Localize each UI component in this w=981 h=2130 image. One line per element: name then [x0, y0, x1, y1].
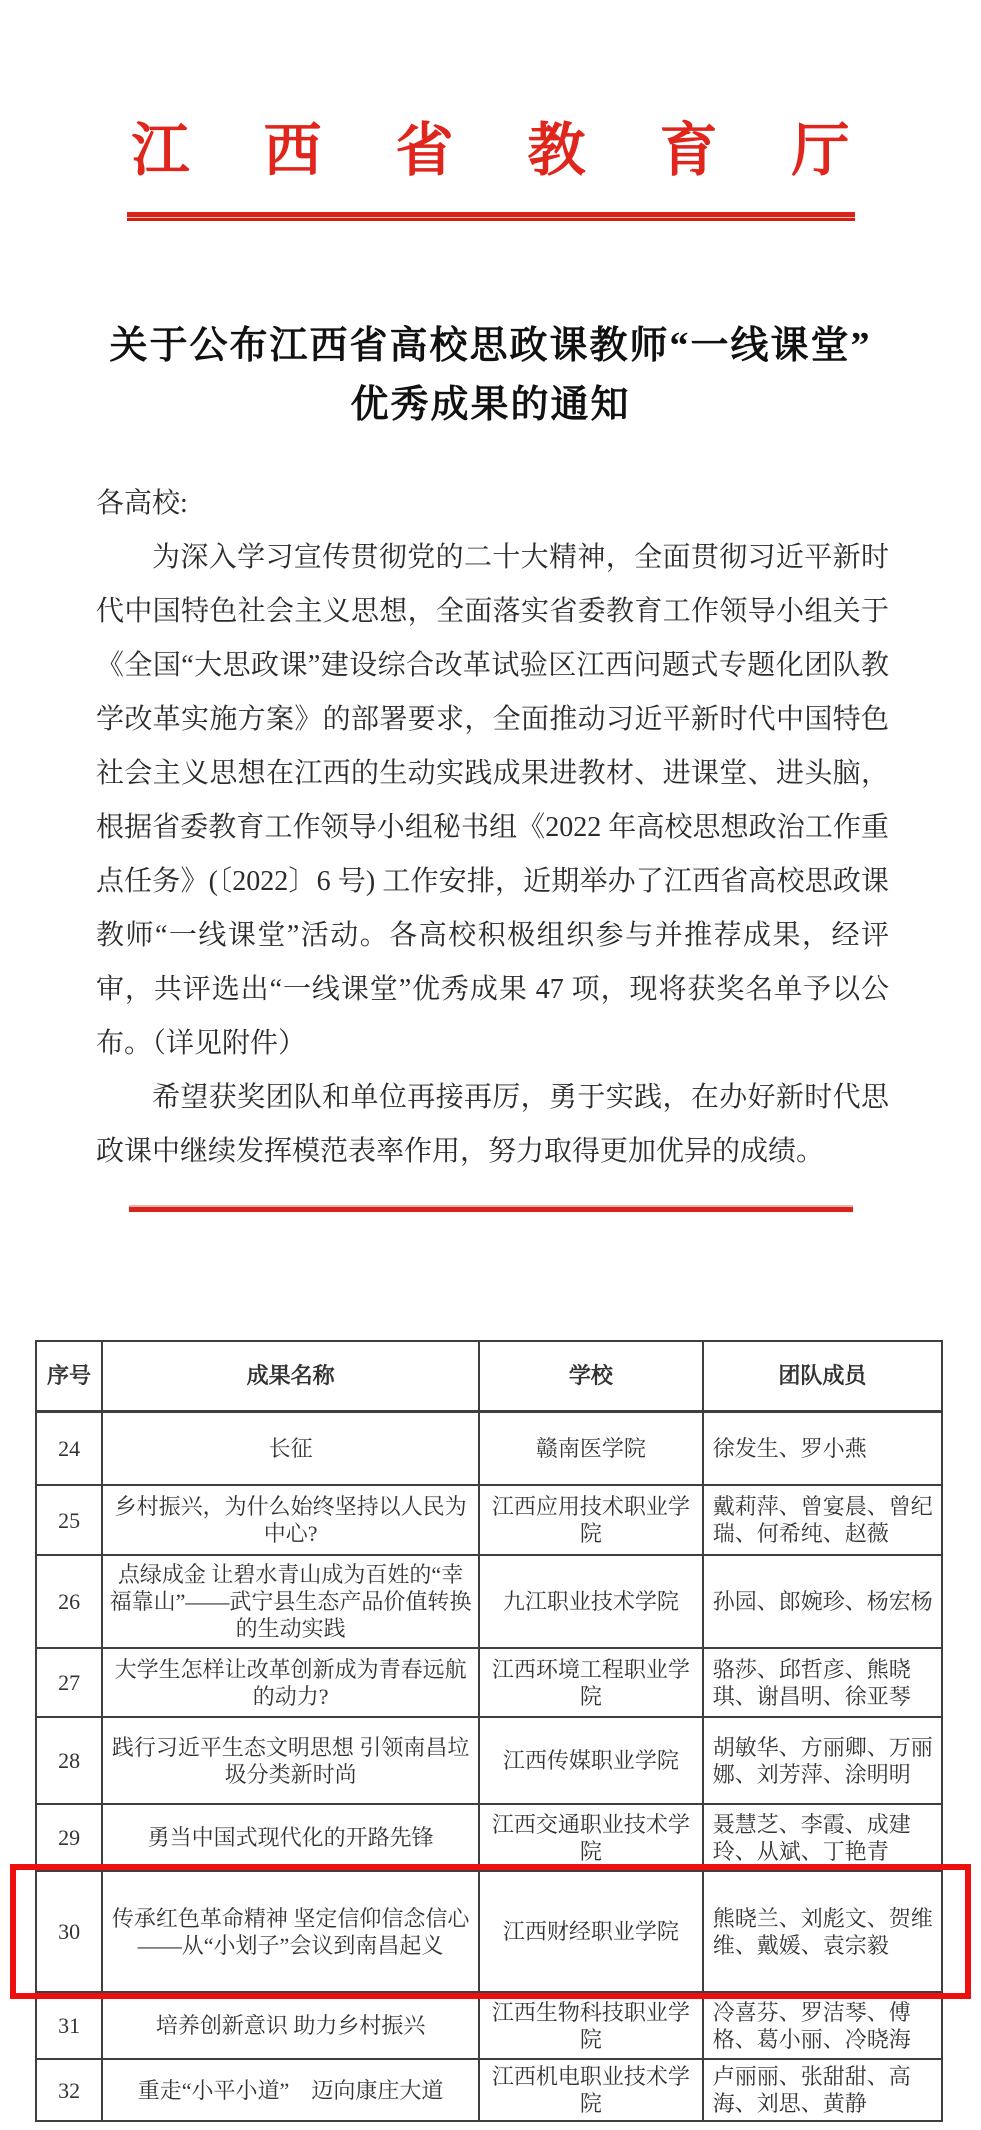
table-row	[36, 1804, 942, 1871]
letterhead-red-rule	[127, 212, 855, 221]
body-paragraph: 为深入学习宣传贯彻党的二十大精神，全面贯彻习近平新时代中国特色社会主义思想，全面落实省委教育工作领导小组关于《全国“大思政课”建设综合改革试验区江西问题式专题化团队教学改革实施方案》的部署要求，全面推动习近平新时代中国特色社会主义思想在江西的生动实践成果进教材、进课堂、进头脑，根据省委教育工作领导小组秘书组《2022 年高校思想政治工作重点任务》(〔2022〕6 号) 工作安排，近期举办了江西省高校思政课教师“一线课堂”活动。各高校积极组织参与并推荐成果，经评审，共评选出“一线课堂”优秀成果 47 项，现将获奖名单予以公布。（详见附件）	[96, 541, 889, 1059]
result-name: 大学生怎样让改革创新成为青春远航的动力?	[102, 1648, 479, 1717]
result-school: 江西财经职业学院	[479, 1871, 703, 1992]
result-name: 培养创新意识 助力乡村振兴	[102, 1992, 479, 2059]
column-header-school: 学校	[479, 1341, 703, 1412]
result-name: 践行习近平生态文明思想 引领南昌垃圾分类新时尚	[102, 1717, 479, 1804]
result-members: 卢丽丽、张甜甜、高海、刘思、黄静	[703, 2059, 942, 2121]
result-members: 熊晓兰、刘彪文、贺维维、戴媛、袁宗毅	[703, 1871, 942, 1992]
result-members: 冷喜芬、罗洁琴、傅格、葛小丽、冷晓海	[703, 1992, 942, 2059]
results-table	[35, 1340, 943, 2123]
result-school: 江西交通职业技术学院	[479, 1804, 703, 1871]
result-name: 传承红色革命精神 坚定信仰信念信心——从“小划子”会议到南昌起义	[102, 1871, 479, 1992]
result-school: 江西生物科技职业学院	[479, 1992, 703, 2059]
result-number: 24	[36, 1411, 102, 1485]
result-name: 长征	[102, 1411, 479, 1485]
table-row	[36, 1485, 942, 1555]
result-members: 骆莎、邱哲彦、熊晓琪、谢昌明、徐亚琴	[703, 1648, 942, 1717]
column-header-result-name: 成果名称	[102, 1341, 479, 1412]
body-paragraph: 希望获奖团队和单位再接再厉，勇于实践，在办好新时代思政课中继续发挥模范表率作用，努力取得更加优异的成绩。	[96, 1081, 889, 1167]
result-members: 胡敏华、方丽卿、万丽娜、刘芳萍、涂明明	[703, 1717, 942, 1804]
result-school: 九江职业技术学院	[479, 1555, 703, 1648]
result-number: 25	[36, 1485, 102, 1555]
result-number: 27	[36, 1648, 102, 1717]
result-name: 点绿成金 让碧水青山成为百姓的“幸福靠山”——武宁县生态产品价值转换的生动实践	[102, 1555, 479, 1648]
result-school: 江西应用技术职业学院	[479, 1485, 703, 1555]
column-header-number: 序号	[36, 1341, 102, 1412]
result-school: 江西传媒职业学院	[479, 1717, 703, 1804]
result-school: 江西机电职业技术学院	[479, 2059, 703, 2121]
section-red-rule	[129, 1205, 853, 1212]
document-title	[0, 317, 981, 435]
table-row	[36, 1555, 942, 1648]
result-number: 28	[36, 1717, 102, 1804]
result-school: 江西环境工程职业学院	[479, 1648, 703, 1717]
table-row	[36, 2059, 942, 2121]
result-number: 30	[36, 1871, 102, 1992]
result-number: 29	[36, 1804, 102, 1871]
result-members: 孙园、郎婉珍、杨宏杨	[703, 1555, 942, 1648]
result-name: 重走“小平小道” 迈向康庄大道	[102, 2059, 479, 2121]
table-row	[36, 1992, 942, 2059]
table-row	[36, 1648, 942, 1717]
result-number: 32	[36, 2059, 102, 2121]
letterhead-agency-name: 江 西 省 教 育 厅	[131, 118, 858, 183]
document-title-line1: 关于公布江西省高校思政课教师“一线课堂”	[109, 324, 872, 367]
result-number: 31	[36, 1992, 102, 2059]
result-school: 赣南医学院	[479, 1411, 703, 1485]
salutation: 各高校:	[96, 487, 188, 519]
result-members: 戴莉萍、曾宴晨、曾纪瑞、何希纯、赵薇	[703, 1485, 942, 1555]
result-members: 徐发生、罗小燕	[703, 1411, 942, 1485]
table-header-row	[36, 1341, 942, 1412]
result-name: 勇当中国式现代化的开路先锋	[102, 1804, 479, 1871]
document-body	[96, 477, 889, 1179]
table-row	[36, 1411, 942, 1485]
result-name: 乡村振兴，为什么始终坚持以人民为中心?	[102, 1485, 479, 1555]
document-title-line2: 优秀成果的通知	[350, 383, 631, 426]
column-header-team-members: 团队成员	[703, 1341, 942, 1412]
table-row	[36, 1717, 942, 1804]
table-row	[36, 1871, 942, 1992]
result-members: 聂慧芝、李霞、成建玲、从斌、丁艳青	[703, 1804, 942, 1871]
result-number: 26	[36, 1555, 102, 1648]
